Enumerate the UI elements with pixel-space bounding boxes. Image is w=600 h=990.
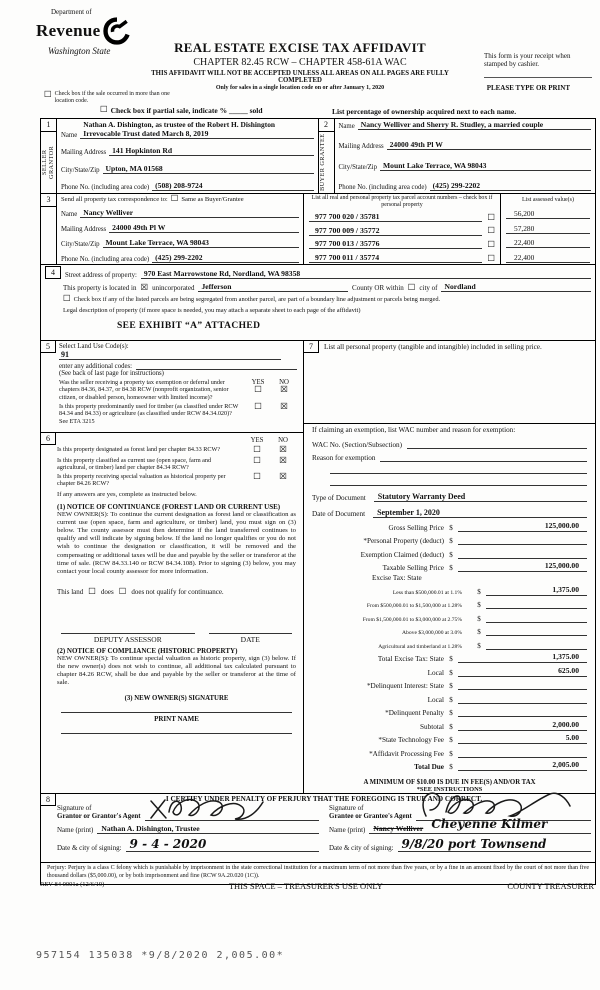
assessed-values-column: [501, 194, 595, 264]
delinquent-penalty-label: *Delinquent Penalty: [385, 709, 444, 717]
exhibit-attached-text: SEE EXHIBIT “A” ATTACHED: [117, 320, 261, 331]
historic-yes-checkbox[interactable]: ☐: [253, 472, 261, 483]
section-6-designation: [41, 433, 303, 793]
timber-question: [59, 403, 297, 425]
money-row: [312, 733, 587, 744]
notice-compliance-body: NEW OWNER(S): To continue special valuation as historic property, sign (3) below. If the new owner(s) does not wish to continue, all additional tax calculated pursuant to chapter 84.26 RCW, shall be due and payable by the seller or transferor at the time of sale.: [57, 654, 296, 687]
parcel-row: [309, 249, 495, 263]
details-row: [41, 341, 595, 794]
grantor-signature-line[interactable]: [145, 808, 319, 821]
tier-row: [312, 598, 587, 609]
if-yes-note: If any answers are yes, complete as instructed below.: [57, 490, 197, 498]
corr-mailing-label: Mailing Address: [61, 226, 107, 234]
does-not-label: does not qualify for continuance.: [131, 588, 224, 597]
wac-number-field[interactable]: [407, 439, 587, 449]
dollar-sign: $: [449, 682, 453, 690]
seller-name-line2[interactable]: Irrevocable Trust dated March 8, 2019: [80, 129, 313, 139]
exemption-question-text: Was the seller receiving a property tax exemption or deferral under chapters 84.36, 84.37, or 84.38 RCW (nonprofit organization, senior citizen, or disabled person, homeowner with limited income)?: [59, 379, 229, 401]
section-7-number: 7: [304, 341, 319, 353]
signature-of-label: Signature of: [57, 804, 92, 812]
forest-no-checkbox[interactable]: ☒: [279, 445, 287, 455]
exemption-yes-checkbox[interactable]: ☐: [254, 385, 262, 395]
forest-question-text: Is this property designated as forest land per chapter 84.33 RCW?: [57, 446, 221, 453]
money-row: [312, 561, 587, 572]
exemption-header: If claiming an exemption, list WAC number and reason for exemption:: [312, 426, 516, 434]
current-use-question: [57, 457, 296, 472]
assessor-date-signline[interactable]: DATE: [209, 633, 292, 644]
dollar-sign: $: [449, 749, 453, 758]
corr-phone-label: Phone No. (including area code): [61, 256, 150, 263]
deputy-assessor-signline[interactable]: DEPUTY ASSESSOR: [61, 633, 195, 644]
this-land-label: This land: [57, 588, 84, 597]
print-name-line[interactable]: [61, 723, 292, 734]
tier2-label: From $500,000.01 to $1,500,000 at 1.28%: [366, 603, 462, 609]
perjury-statement: Perjury: Perjury is a class C felony which is punishable by imprisonment in the state correctional institution for a maximum term of not more than five years, or by a fine in an amount fixed by the court of not more than five thousand dollars ($5,000.00), or by both imprisonment and fine (RCW 9A.20.020 (1C)).: [47, 865, 589, 879]
tier2-field[interactable]: [486, 598, 587, 609]
dollar-sign: $: [449, 655, 453, 663]
taxable-selling-price-field[interactable]: 125,000.00: [458, 561, 587, 572]
form-warning: THIS AFFIDAVIT WILL NOT BE ACCEPTED UNLESS ALL AREAS ON ALL PAGES ARE FULLY COMPLETED: [151, 70, 449, 84]
corr-phone-field[interactable]: (425) 299-2202: [152, 253, 299, 263]
section-3-correspondence: [41, 194, 304, 264]
grantee-agent-label: Grantee or Grantee's Agent: [329, 812, 412, 821]
seller-phone-field[interactable]: (508) 208-9724: [152, 181, 313, 191]
logo-state-text: Washington State: [48, 46, 111, 56]
please-type-note: PLEASE TYPE OR PRINT: [486, 84, 570, 92]
total-due-field[interactable]: 2,005.00: [458, 760, 587, 771]
buyer-mailing-field[interactable]: 24000 49th Pl W: [387, 140, 591, 150]
section-1-number: 1: [41, 119, 56, 132]
logo-dept-text: Department of: [51, 8, 92, 16]
no-header: NO: [278, 437, 288, 444]
form-body: [40, 118, 596, 885]
current-use-no-checkbox[interactable]: ☒: [279, 455, 287, 466]
date-city-label: Date & city of signing:: [57, 843, 122, 852]
assessed-values-header: List assessed value(s): [522, 197, 574, 203]
tier-row: [312, 585, 587, 596]
seller-city-label: City/State/Zip: [61, 166, 100, 174]
tier3-field[interactable]: [486, 612, 587, 623]
doc-type-label: Type of Document: [312, 494, 366, 502]
section-7-personal-property: [304, 341, 595, 424]
money-row: [312, 548, 587, 559]
parcel-number-field[interactable]: 977 700 020 / 35781: [309, 212, 482, 222]
notice-continuance-body: NEW OWNER(S): To continue the current designation as forest land or classification as current use (open space, farm and agriculture, or timber) land, you must sign on (3) below. The county assessor must then determine if the land transferred continues to qualify and will indicate by signing below. If the land no longer qualifies or you do not wish to continue the designation or classification, it will be removed and the compensating or additional taxes will be due and payable by the seller or transferor at the time of sale. (RCW 84.33.140 or RCW 84.34.108). Prior to signing (3) below, you may contact your local county assessor for more information.: [57, 510, 296, 575]
corr-name-field[interactable]: Nancy Welliver: [80, 208, 299, 218]
county-or-label: County OR within: [352, 284, 404, 292]
multi-location-row: [44, 91, 174, 105]
minimum-due-note: A MINIMUM OF $10.00 IS DUE IN FEE(S) AND/OR TAX: [363, 779, 536, 786]
parcel-personal-checkbox[interactable]: ☐: [487, 253, 495, 264]
dollar-sign: $: [449, 668, 453, 677]
money-row: [312, 521, 587, 532]
tier3-label: From $1,500,000.01 to $3,000,000 at 2.75%: [362, 616, 462, 623]
does-not-checkbox[interactable]: ☐: [118, 587, 127, 598]
grantee-signature-block: [329, 804, 591, 852]
right-column: [304, 341, 595, 793]
grantor-printed-name[interactable]: Nathan A. Dishington, Trustee: [97, 824, 319, 834]
parcel-row: [309, 236, 495, 250]
partial-sale-label: Check box if partial sale, indicate % _____ sold: [110, 106, 263, 115]
rev-form-number: REV 84 0001a (12/6/19): [40, 881, 105, 888]
reason-exemption-line2[interactable]: [330, 462, 587, 474]
exemption-claimed-label: Exemption Claimed (deduct): [360, 550, 444, 559]
state-technology-fee-label: *State Technology Fee: [378, 736, 444, 744]
delinquent-interest-local-label: Local: [427, 695, 444, 704]
total-due-label: Total Due: [414, 763, 444, 771]
state-technology-fee-field[interactable]: 5.00: [458, 733, 587, 744]
grantee-name-handwritten[interactable]: Cheyenne Kilmer: [431, 816, 548, 831]
dollar-sign: $: [449, 523, 453, 532]
historic-no-checkbox[interactable]: ☒: [279, 472, 287, 483]
delinquent-interest-local-field[interactable]: [458, 693, 587, 704]
buyer-city-label: City/State/Zip: [338, 163, 378, 171]
certify-statement: I CERTIFY UNDER PENALTY OF PERJURY THAT THE FOREGOING IS TRUE AND CORRECT.: [165, 795, 483, 803]
section-4-property: [41, 265, 595, 341]
additional-codes-label: enter any additional codes:: [59, 363, 133, 370]
tier5-label: Agricultural and timberland at 1.28%: [378, 643, 462, 650]
dollar-sign: $: [477, 614, 481, 623]
county-field[interactable]: Jefferson: [198, 282, 348, 292]
parcel-personal-checkbox[interactable]: ☐: [487, 226, 495, 237]
corr-city-field[interactable]: Mount Lake Terrace, WA 98043: [103, 238, 299, 248]
dollar-sign: $: [477, 628, 481, 636]
corr-city-label: City/State/Zip: [61, 241, 100, 249]
parcel-row: [309, 222, 495, 236]
affidavit-processing-fee-field[interactable]: [458, 747, 587, 758]
same-as-buyer-label: Same as Buyer/Grantee: [181, 195, 244, 203]
no-header: NO: [279, 379, 289, 386]
parcel-list: [304, 194, 501, 264]
reason-exemption-field[interactable]: [380, 452, 587, 462]
dollar-sign: $: [449, 736, 453, 744]
tier-row: [312, 625, 587, 636]
segregated-label: Check box if any of the listed parcels are being segregated from another parcel, are part of a boundary line adjustment or parcels being merged.: [73, 295, 441, 303]
left-column: [41, 341, 304, 793]
section-1-seller: [41, 119, 319, 193]
unincorporated-label: unincorporated: [152, 284, 195, 292]
seller-mailing-label: Mailing Address: [61, 149, 107, 157]
notice-continuance-title: (1) NOTICE OF CONTINUANCE (FOREST LAND OR CURRENT USE): [57, 502, 281, 511]
same-as-buyer-checkbox[interactable]: ☐: [170, 194, 179, 204]
seller-city-field[interactable]: Upton, MA 01568: [103, 164, 314, 174]
city-field[interactable]: Nordland: [441, 282, 591, 292]
buyer-mailing-label: Mailing Address: [338, 143, 384, 151]
assessed-value-field[interactable]: 57,280: [506, 224, 590, 234]
grantor-date-city[interactable]: 9 - 4 - 2020: [129, 836, 207, 851]
date-city-label: Date & city of signing:: [329, 843, 394, 852]
grantee-date-city[interactable]: 9/8/20 port Townsend: [401, 836, 547, 851]
subtotal-label: Subtotal: [420, 722, 444, 731]
assessed-value-field[interactable]: 22,400: [506, 238, 590, 248]
seller-phone-label: Phone No. (including area code): [61, 183, 150, 191]
buyer-phone-label: Phone No. (including area code): [338, 183, 427, 191]
tier5-field[interactable]: [486, 639, 587, 650]
form-chapter: CHAPTER 82.45 RCW – CHAPTER 458-61A WAC: [193, 57, 407, 68]
forest-yes-checkbox[interactable]: ☐: [253, 445, 261, 455]
money-row: [312, 760, 587, 771]
parcel-number-field[interactable]: 977 700 013 / 35776: [309, 239, 482, 249]
new-owner-signature-line[interactable]: [61, 702, 292, 713]
grantor-agent-label: Grantor or Grantor's Agent: [57, 812, 141, 821]
tier1-label: Less than $500,000.01 at 1.1%: [392, 589, 462, 596]
exemption-claimed-field[interactable]: [458, 548, 587, 559]
dollar-sign: $: [477, 587, 481, 596]
seller-mailing-field[interactable]: 141 Hopkinton Rd: [109, 146, 313, 156]
timber-question-text: Is this property predominantly used for timber (as classified under RCW 84.34 and 84.33) or agriculture (as classified under RCW 84.34.020)? See ETA 3215: [59, 402, 239, 425]
parcel-row: [309, 209, 495, 223]
wac-number-label: WAC No. (Section/Subsection): [312, 441, 403, 449]
located-in-label: This property is located in: [63, 284, 137, 292]
ownership-note: List percentage of ownership acquired next to each name.: [332, 107, 517, 116]
grantor-signature-block: [57, 804, 319, 852]
legal-description-label: Legal description of property (if more space is needed, you may attach a separate sheet to each page of the affidavit): [63, 306, 361, 314]
reason-exemption-line3[interactable]: [330, 474, 587, 486]
see-back-note: (See back of last page for instructions): [59, 370, 164, 377]
reason-exemption-label: Reason for exemption: [312, 454, 376, 462]
timber-no-checkbox[interactable]: ☒: [280, 401, 288, 412]
seller-name-label: Name: [61, 132, 78, 139]
tier4-label: Above $3,000,000 at 3.0%: [402, 630, 462, 636]
single-location-note: Only for sales in a single location code on or after January 1, 2020: [215, 85, 385, 91]
subtotal-field[interactable]: 2,000.00: [458, 720, 587, 731]
buyer-name-field[interactable]: Nancy Welliver and Sherry R. Studley, a married couple: [358, 120, 591, 130]
land-use-code-field[interactable]: 91: [59, 350, 281, 360]
section-2-buyer: [319, 119, 596, 193]
multi-location-label: Check box if the sale occurred in more than one location code.: [54, 91, 170, 105]
taxable-selling-price-label: Taxable Selling Price: [382, 564, 444, 572]
notice-compliance-title: (2) NOTICE OF COMPLIANCE (HISTORIC PROPERTY): [57, 646, 238, 655]
print-name-label: PRINT NAME: [154, 715, 199, 724]
correspondence-parcels-row: [41, 194, 595, 265]
seller-name-line1[interactable]: Nathan A. Dishington, as trustee of the Robert H. Dishington: [83, 120, 275, 129]
affidavit-processing-fee-label: *Affidavit Processing Fee: [369, 749, 444, 758]
total-excise-state-label: Total Excise Tax: State: [377, 655, 444, 663]
delinquent-interest-state-field[interactable]: [458, 679, 587, 690]
personal-property-deduct-field[interactable]: [458, 534, 587, 545]
section-6-number: 6: [41, 433, 56, 445]
multi-location-checkbox[interactable]: ☐: [44, 90, 52, 100]
dollar-sign: $: [449, 763, 453, 771]
money-row: [312, 747, 587, 758]
tier4-field[interactable]: [486, 625, 587, 636]
partial-sale-checkbox[interactable]: ☐: [100, 105, 108, 115]
receipt-note: This form is your receipt when stamped by cashier.: [484, 52, 592, 78]
name-print-label: Name (print): [57, 825, 94, 834]
form-title: REAL ESTATE EXCISE TAX AFFIDAVIT: [174, 40, 426, 55]
parties-row: [41, 119, 595, 194]
corr-name-label: Name: [61, 211, 78, 219]
forest-question: [57, 446, 296, 455]
unincorporated-checkbox[interactable]: ☒: [140, 282, 149, 293]
tier1-field[interactable]: 1,375.00: [486, 585, 587, 596]
money-row: [312, 652, 587, 663]
does-checkbox[interactable]: ☐: [88, 587, 96, 598]
county-treasurer-label: COUNTY TREASURER: [507, 881, 594, 891]
street-address-label: Street address of property:: [65, 272, 137, 279]
excise-tax-state-label: Excise Tax: State: [372, 574, 422, 582]
personal-property-intro: List all personal property (tangible and intangible) included in selling price.: [324, 343, 542, 351]
new-owner-signature-label: (3) NEW OWNER(S) SIGNATURE: [124, 695, 229, 703]
assessed-value-field[interactable]: 22,400: [506, 253, 590, 263]
doc-type-field[interactable]: Statutory Warranty Deed: [374, 492, 587, 502]
segregated-checkbox[interactable]: ☐: [63, 294, 71, 304]
total-excise-local-label: Local: [427, 668, 444, 677]
buyer-city-field[interactable]: Mount Lake Terrace, WA 98043: [380, 161, 591, 171]
partial-sale-row: [100, 106, 263, 115]
corr-mailing-field[interactable]: 24000 49th Pl W: [109, 223, 299, 233]
city-of-label: city of: [419, 284, 438, 292]
delinquent-penalty-field[interactable]: [458, 706, 587, 717]
dollar-sign: $: [449, 564, 453, 572]
dollar-sign: $: [449, 722, 453, 731]
additional-codes-field[interactable]: [136, 361, 297, 370]
gross-selling-price-field[interactable]: 125,000.00: [458, 521, 587, 532]
timber-yes-checkbox[interactable]: ☐: [254, 401, 262, 412]
section-3-number: 3: [41, 194, 56, 207]
exemption-question: [59, 379, 297, 401]
money-row: [312, 679, 587, 690]
dollar-sign: $: [449, 537, 453, 545]
historic-question-text: Is this property receiving special valuation as historical property per chapter 84.26 RCW?: [57, 473, 226, 488]
city-of-checkbox[interactable]: ☐: [407, 282, 416, 293]
yes-header: YES: [250, 437, 264, 444]
section-8-signatures: [41, 794, 595, 863]
yes-header: YES: [251, 379, 265, 386]
grantee-printed-name-typed[interactable]: Nancy Welliver: [373, 823, 424, 833]
money-row: [312, 706, 587, 717]
see-instructions-note: *SEE INSTRUCTIONS: [416, 786, 483, 793]
dollar-sign: $: [449, 550, 453, 559]
exemption-no-checkbox[interactable]: ☒: [280, 385, 288, 395]
parcel-number-field[interactable]: 977 700 009 / 35772: [309, 226, 482, 236]
dollar-sign: $: [449, 695, 453, 704]
buyer-grantee-side-label: BUYER GRANTEE: [318, 133, 326, 192]
current-use-question-text: Is this property classified as current use (open space, farm and agricultural, or timber) land per chapter 84.34 RCW?: [57, 456, 212, 471]
does-label: does: [100, 588, 114, 597]
street-address-field[interactable]: 970 East Marrowstone Rd, Nordland, WA 98358: [141, 269, 591, 279]
total-excise-local-field[interactable]: 625.00: [458, 666, 587, 677]
money-row: [312, 534, 587, 545]
dollar-sign: $: [449, 709, 453, 717]
seller-grantor-side-label: SELLER GRANTOR: [41, 145, 56, 180]
dollar-sign: $: [477, 601, 481, 609]
gross-selling-price-label: Gross Selling Price: [388, 523, 444, 532]
historic-question: [57, 473, 296, 488]
buyer-name-label: Name: [338, 123, 355, 130]
delinquent-interest-state-label: *Delinquent Interest: State: [366, 682, 444, 690]
personal-property-deduct-label: *Personal Property (deduct): [363, 537, 444, 545]
section-4-number: 4: [45, 266, 61, 279]
footer-row: [40, 881, 594, 891]
dor-swirl-icon: [102, 16, 132, 46]
parcel-personal-checkbox[interactable]: ☐: [487, 212, 495, 223]
buyer-phone-field[interactable]: (425) 299-2202: [430, 181, 591, 191]
correspondence-intro: Send all property tax correspondence to:: [61, 195, 168, 203]
exemption-and-tax-area: [304, 424, 595, 793]
tier-row: [312, 612, 587, 623]
money-row: [312, 720, 587, 731]
money-row: [312, 666, 587, 677]
section-5-number: 5: [41, 341, 56, 353]
section-2-number: 2: [319, 119, 334, 132]
name-print-label: Name (print): [329, 825, 366, 834]
treasurer-space-label: THIS SPACE – TREASURER'S USE ONLY: [228, 881, 383, 891]
dollar-sign: $: [477, 641, 481, 650]
dor-logo: [36, 8, 132, 56]
cashier-receipt-stamp: 957154 135038 *9/8/2020 2,005.00*: [36, 950, 285, 961]
assessed-value-field[interactable]: 56,200: [506, 209, 590, 219]
form-header: [130, 40, 470, 91]
parcel-list-header: List all real and personal property tax parcel account numbers – check box if personal property: [311, 195, 493, 208]
money-row: [312, 693, 587, 704]
total-excise-state-field[interactable]: 1,375.00: [458, 652, 587, 663]
doc-date-label: Date of Document: [312, 510, 366, 518]
signature-of-label: Signature of: [329, 804, 364, 812]
grantor-signature-ink: [145, 794, 275, 824]
doc-date-field[interactable]: September 1, 2020: [373, 508, 587, 518]
parcel-number-field[interactable]: 977 700 011 / 35774: [309, 253, 482, 263]
section-8-number: 8: [41, 794, 56, 806]
logo-revenue-text: Revenue: [36, 20, 101, 40]
land-use-label: Select Land Use Code(s):: [59, 343, 129, 350]
parcel-personal-checkbox[interactable]: ☐: [487, 239, 495, 250]
current-use-yes-checkbox[interactable]: ☐: [253, 455, 261, 466]
section-5-land-use: [41, 341, 303, 433]
continuance-qualify-row: [57, 588, 296, 597]
tier-row: [312, 639, 587, 650]
